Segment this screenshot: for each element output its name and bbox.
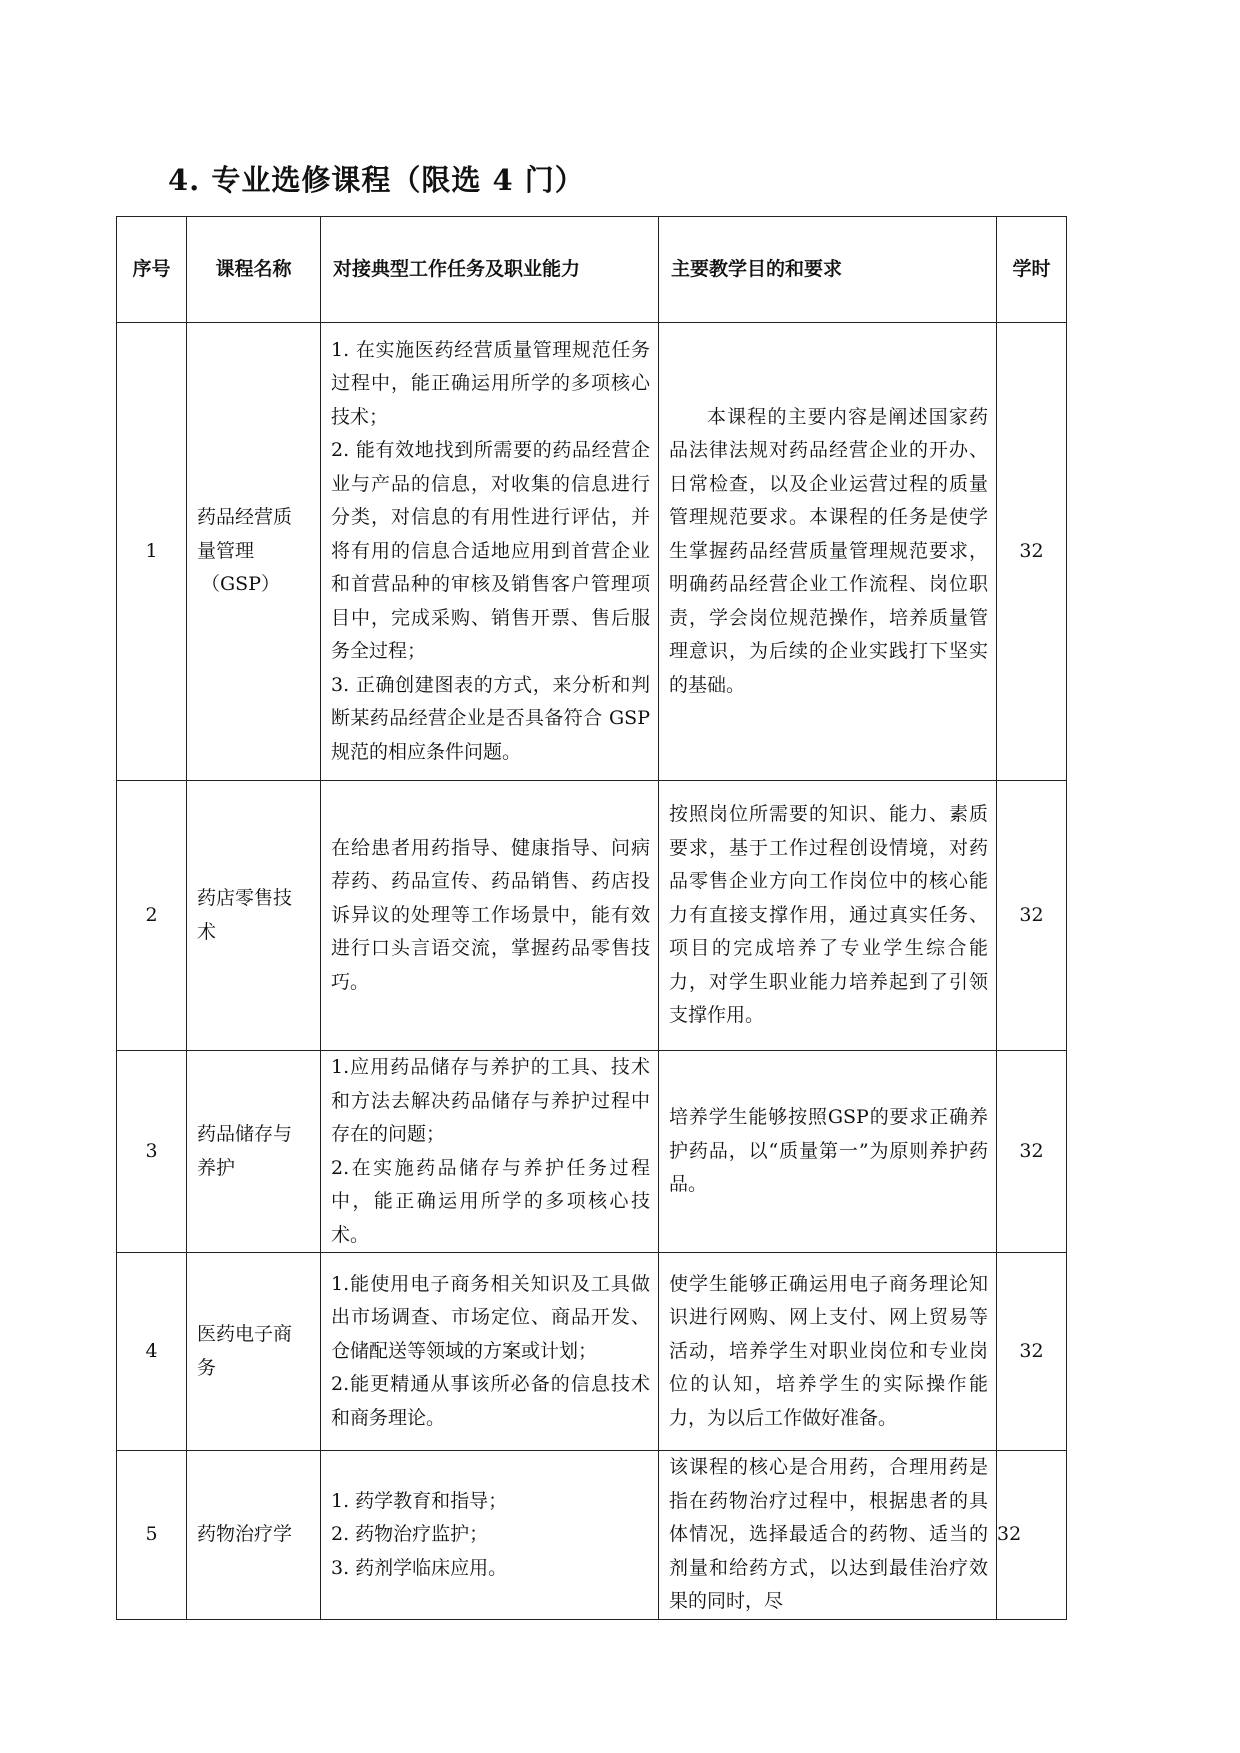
header-goal: 主要教学目的和要求 — [659, 217, 997, 323]
table-row — [117, 781, 1067, 1051]
ability-item: 1.能使用电子商务相关知识及工具做出市场调查、市场定位、商品开发、仓储配送等领域的方案或计划； — [331, 1272, 650, 1362]
ability-item: 3. 药剂学临床应用。 — [331, 1556, 508, 1579]
ability-item: 1.应用药品储存与养护的工具、技术和方法去解决药品储存与养护过程中存在的问题； — [331, 1056, 650, 1145]
row-no: 1 — [117, 323, 187, 781]
goal-cell — [659, 323, 997, 781]
ability-item: 2. 药物治疗监护； — [331, 1523, 489, 1545]
goal-cell — [659, 1253, 997, 1451]
table-header-row — [117, 217, 1067, 323]
ability-cell — [321, 1253, 659, 1451]
ability-cell — [321, 1451, 659, 1620]
ability-cell — [321, 781, 659, 1051]
ability-item: 2.在实施药品储存与养护任务过程中，能正确运用所学的多项核心技术。 — [331, 1156, 650, 1246]
ability-text: 在给患者用药指导、健康指导、问病荐药、药品宣传、药品销售、药店投诉异议的处理等工作场景中，能有效进行口头言语交流，掌握药品零售技巧。 — [331, 836, 650, 993]
goal-cell — [659, 1051, 997, 1253]
ability-item: 2. 能有效地找到所需要的药品经营企业与产品的信息，对收集的信息进行分类，对信息的有用性进行评估，并将有用的信息合适地应用到首营企业和首营品种的审核及销售客户管理项目中，完成采购、销售开票、售后服务全过程； — [331, 439, 650, 663]
course-name — [187, 781, 321, 1051]
row-no: 3 — [117, 1051, 187, 1253]
course-name-line: 药店零售技 — [197, 887, 293, 909]
goal-text: 本课程的主要内容是阐述国家药品法律法规对药品经营企业的开办、日常检查，以及企业运营过程的质量管理规范要求。本课程的任务是使学生掌握药品经营质量管理规范要求，明确药品经营企业工作流程、岗位职责，学会岗位规范操作，培养质量管理意识，为后续的企业实践打下坚实的基础。 — [669, 405, 988, 696]
table-row — [117, 1051, 1067, 1253]
ability-item: 1. 在实施医药经营质量管理规范任务过程中，能正确运用所学的多项核心技术； — [331, 338, 650, 428]
course-name — [187, 1051, 321, 1253]
ability-item: 3. 正确创建图表的方式，来分析和判断某药品经营企业是否具备符合 GSP 规范的相应条件问题。 — [331, 673, 650, 763]
header-course-name: 课程名称 — [187, 217, 321, 323]
ability-item: 2.能更精通从事该所必备的信息技术和商务理论。 — [331, 1373, 650, 1429]
page-title: 4. 专业选修课程（限选 4 门） — [168, 163, 585, 197]
course-name — [187, 323, 321, 781]
course-name-line: 术 — [197, 920, 217, 943]
course-name-line: 药品经营质 — [197, 506, 293, 529]
table-row — [117, 323, 1067, 781]
ability-cell — [321, 1051, 659, 1253]
row-no: 2 — [117, 781, 187, 1051]
goal-text: 该课程的核心是合用药，合理用药是指在药物治疗过程中，根据患者的具体情况，选择最适合的药物、适当的剂量和给药方式，以达到最佳治疗效果的同时，尽 — [669, 1456, 988, 1612]
course-name — [187, 1451, 321, 1620]
goal-text: 培养学生能够按照GSP的要求正确养护药品，以“质量第一”为原则养护药品。 — [669, 1106, 988, 1196]
course-name-line: 量管理 — [197, 539, 255, 562]
ability-item: 1. 药学教育和指导； — [331, 1489, 508, 1512]
goal-text: 使学生能够正确运用电子商务理论知识进行网购、网上支付、网上贸易等活动，培养学生对职业岗位和专业岗位的认知，培养学生的实际操作能力，为以后工作做好准备。 — [669, 1272, 988, 1429]
hours-cell: 32 — [997, 1451, 1067, 1620]
hours-cell: 32 — [997, 323, 1067, 781]
header-ability: 对接典型工作任务及职业能力 — [321, 217, 659, 323]
row-no: 5 — [117, 1451, 187, 1620]
course-name-line: 药物治疗学 — [197, 1523, 293, 1545]
course-table — [116, 216, 1067, 1620]
course-name-line: 医药电子商 — [197, 1323, 293, 1345]
row-no: 4 — [117, 1253, 187, 1451]
goal-cell — [659, 781, 997, 1051]
hours-cell: 32 — [997, 781, 1067, 1051]
course-name-line: 养护 — [197, 1156, 236, 1179]
course-name — [187, 1253, 321, 1451]
ability-cell — [321, 323, 659, 781]
course-name-code: （GSP） — [201, 573, 280, 596]
course-name-line: 药品储存与 — [197, 1123, 293, 1145]
hours-cell: 32 — [997, 1253, 1067, 1451]
header-hours: 学时 — [997, 217, 1067, 323]
course-name-line: 务 — [197, 1356, 217, 1379]
goal-cell — [659, 1451, 997, 1620]
header-no: 序号 — [117, 217, 187, 323]
goal-text: 按照岗位所需要的知识、能力、素质要求，基于工作过程创设情境，对药品零售企业方向工作岗位中的核心能力有直接支撑作用，通过真实任务、项目的完成培养了专业学生综合能力，对学生职业能力培养起到了引领支撑作用。 — [669, 803, 988, 1027]
table-row — [117, 1253, 1067, 1451]
hours-cell: 32 — [997, 1051, 1067, 1253]
table-row — [117, 1451, 1067, 1620]
